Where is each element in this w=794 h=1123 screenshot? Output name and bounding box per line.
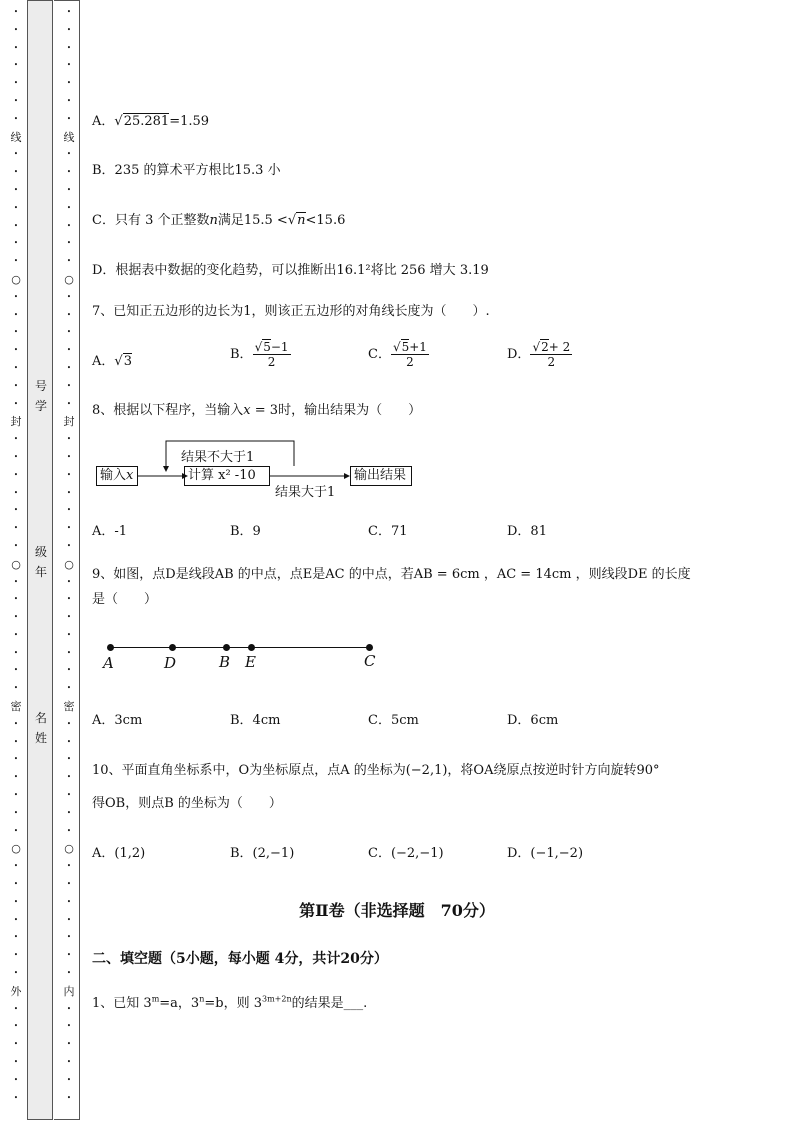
- dot: •: [66, 1022, 72, 1031]
- field-label-ji: 级: [34, 545, 47, 559]
- dot: •: [66, 541, 72, 550]
- point-b-dot: [223, 644, 230, 651]
- dot: •: [66, 470, 72, 479]
- dot: •: [13, 61, 19, 70]
- q7-option-b: B． $\frac{√5-1}{2}$: [230, 340, 289, 369]
- part2-title: 第Ⅱ卷（非选择题 70分）: [299, 901, 495, 920]
- dot: •: [66, 595, 72, 604]
- dot: •: [13, 292, 19, 301]
- dot: •: [66, 328, 72, 337]
- q6-c-post: <15.6: [305, 213, 346, 228]
- dot: •: [13, 755, 19, 764]
- dot: •: [13, 880, 19, 889]
- dot: •: [66, 435, 72, 444]
- dot: •: [66, 1058, 72, 1067]
- dot: •: [66, 488, 72, 497]
- dot: •: [66, 915, 72, 924]
- dot: •: [66, 185, 72, 194]
- dot: •: [66, 292, 72, 301]
- q6-c-radicand: n: [297, 213, 306, 228]
- q6-option-c: [92, 209, 345, 228]
- dot: •: [13, 452, 19, 461]
- q6-d-post: 将比 256 增大 3.19: [370, 263, 489, 278]
- dot: •: [13, 1022, 19, 1031]
- dot: •: [66, 719, 72, 728]
- dot: •: [66, 524, 72, 533]
- dot: •: [13, 541, 19, 550]
- dot: •: [66, 897, 72, 906]
- dot: •: [66, 613, 72, 622]
- q10-option-b: B．(2,−1): [230, 846, 295, 861]
- dot: •: [13, 1075, 19, 1084]
- dot: •: [66, 826, 72, 835]
- dot: •: [13, 808, 19, 817]
- dot: •: [66, 203, 72, 212]
- dot: •: [13, 381, 19, 390]
- left_labels-label: ○: [11, 557, 21, 571]
- dot: •: [66, 791, 72, 800]
- section2-heading: 二、填空题（5小题，每小题 4分，共计20分）: [92, 951, 388, 967]
- dot: •: [66, 648, 72, 657]
- q8-option-c: C．71: [368, 524, 408, 539]
- q8-option-a: A．-1: [92, 524, 128, 539]
- dot: •: [13, 435, 19, 444]
- dot: •: [13, 595, 19, 604]
- right_labels-label: ○: [64, 842, 74, 856]
- dot: •: [66, 61, 72, 70]
- flow-exit-label: 结果大于1: [275, 485, 336, 500]
- sqrt-symbol: √: [114, 354, 123, 369]
- dot: •: [13, 346, 19, 355]
- dot: •: [13, 1004, 19, 1013]
- q8-option-b: B．9: [230, 524, 261, 539]
- point-a-label: A: [103, 654, 114, 672]
- right-dot-column: [63, 4, 75, 1107]
- dot: •: [13, 185, 19, 194]
- dot: •: [66, 630, 72, 639]
- dot: •: [66, 737, 72, 746]
- dot: •: [13, 897, 19, 906]
- fraction: $\frac{√2+ 2}{2}$: [532, 340, 571, 369]
- dot: •: [13, 791, 19, 800]
- point-c-label: C: [364, 652, 376, 670]
- q9-option-d: D．6cm: [507, 713, 559, 728]
- q6-c-var: n: [209, 213, 218, 228]
- dot: •: [66, 1040, 72, 1049]
- field-label-xing: 姓: [34, 731, 47, 745]
- right_labels-label: 封: [63, 415, 75, 429]
- flow-calc-box: 计算 x² -10: [184, 466, 270, 486]
- q7-stem: 7、已知正五边形的边长为1，则该正五边形的对角线长度为（ ）.: [92, 304, 490, 319]
- dot: •: [66, 862, 72, 871]
- dot: •: [66, 399, 72, 408]
- sqrt-symbol: √: [114, 114, 123, 129]
- dot: •: [13, 96, 19, 105]
- left_labels-label: 线: [10, 130, 22, 144]
- dot: •: [13, 328, 19, 337]
- q9-option-b: B．4cm: [230, 713, 281, 728]
- sqrt-symbol: √: [287, 213, 297, 228]
- q9-option-a: A．3cm: [92, 713, 143, 728]
- q9-stem-line1: 9、如图，点D是线段AB 的中点，点E是AC 的中点，若AB = 6cm ，AC = 14cm ，则线段DE 的长度: [92, 567, 691, 582]
- right_labels-label: ○: [64, 557, 74, 571]
- dot: •: [66, 755, 72, 764]
- dot: •: [13, 1040, 19, 1049]
- dot: •: [13, 862, 19, 871]
- dot: •: [13, 951, 19, 960]
- left_labels-label: ○: [11, 272, 21, 286]
- q6-option-a: [92, 110, 209, 129]
- dot: •: [13, 363, 19, 372]
- dot: •: [66, 239, 72, 248]
- point-b-label: B: [219, 653, 231, 671]
- dot: •: [66, 96, 72, 105]
- q6-d-pre: D．根据表中数据的变化趋势，可以推断出: [92, 263, 337, 278]
- q10-option-a: A．(1,2): [92, 846, 146, 861]
- dot: •: [66, 114, 72, 123]
- dot: •: [13, 25, 19, 34]
- fraction: $\frac{√5+1}{2}$: [392, 340, 427, 369]
- dot: •: [13, 470, 19, 479]
- field-label-nian: 年: [34, 565, 47, 579]
- q9-stem-line2: 是（ ）: [92, 592, 158, 607]
- dot: •: [66, 969, 72, 978]
- q10-option-d: D．(−1,−2): [507, 846, 584, 861]
- dot: •: [66, 150, 72, 159]
- dot: •: [13, 310, 19, 319]
- fraction: $\frac{√5-1}{2}$: [254, 340, 289, 369]
- dot: •: [13, 114, 19, 123]
- q9-option-c: C．5cm: [368, 713, 419, 728]
- dot: •: [66, 257, 72, 266]
- dot: •: [66, 933, 72, 942]
- dot: •: [13, 737, 19, 746]
- dot: •: [13, 719, 19, 728]
- q10-stem-line1: 10、平面直角坐标系中，O为坐标原点，点A 的坐标为(−2,1)，将OA绕原点按逆时针方向旋转90°: [92, 763, 660, 778]
- flow-input-box: 输入x: [96, 466, 138, 486]
- dot: •: [66, 452, 72, 461]
- dot: •: [13, 399, 19, 408]
- left_labels-label: 密: [10, 700, 22, 714]
- dot: •: [13, 221, 19, 230]
- dot: •: [13, 168, 19, 177]
- dot: •: [13, 8, 19, 16]
- dot: •: [13, 257, 19, 266]
- right_labels-label: 内: [63, 984, 75, 998]
- flow-loop-label: 结果不大于1: [181, 450, 255, 465]
- dot: •: [66, 808, 72, 817]
- dot: •: [66, 168, 72, 177]
- dot: •: [66, 221, 72, 230]
- q7-option-c: C． $\frac{√5+1}{2}$: [368, 340, 427, 369]
- dot: •: [13, 524, 19, 533]
- dot: •: [13, 577, 19, 586]
- dot: •: [66, 1004, 72, 1013]
- dot: •: [66, 79, 72, 88]
- q7-option-d: D． $\frac{√2+ 2}{2}$: [507, 340, 571, 369]
- dot: •: [66, 773, 72, 782]
- dot: •: [66, 684, 72, 693]
- flow-arrows: [90, 436, 420, 496]
- q10-stem-line2: 得OB，则点B 的坐标为（ ）: [92, 796, 282, 811]
- dot: •: [66, 880, 72, 889]
- q8-stem: 8、根据以下程序，当输入x = 3时，输出结果为（ ）: [92, 403, 422, 418]
- dot: •: [13, 915, 19, 924]
- q10-option-c: C．(−2,−1): [368, 846, 444, 861]
- field-label-hao: 号: [34, 379, 47, 393]
- dot: •: [13, 933, 19, 942]
- dot: •: [13, 773, 19, 782]
- point-a-dot: [107, 644, 114, 651]
- dot: •: [66, 506, 72, 515]
- dot: •: [13, 613, 19, 622]
- flow-output-box: 输出结果: [350, 466, 412, 486]
- dot: •: [66, 310, 72, 319]
- q6-option-d: [92, 259, 489, 278]
- dot: •: [66, 363, 72, 372]
- dot: •: [66, 8, 72, 16]
- point-e-label: E: [245, 653, 256, 671]
- dot: •: [13, 826, 19, 835]
- q8-option-d: D．81: [507, 524, 547, 539]
- dot: •: [13, 1058, 19, 1067]
- dot: •: [13, 684, 19, 693]
- q6-c-pre: C．只有 3 个正整数: [92, 213, 210, 228]
- dot: •: [13, 1093, 19, 1102]
- dot: •: [66, 951, 72, 960]
- point-c-dot: [366, 644, 373, 651]
- dot: •: [66, 666, 72, 675]
- dot: •: [66, 346, 72, 355]
- q6-a-label: A．: [92, 114, 115, 129]
- dot: •: [13, 239, 19, 248]
- field-label-xue: 学: [34, 399, 47, 413]
- right_labels-label: ○: [64, 272, 74, 286]
- dot: •: [13, 488, 19, 497]
- left-dot-column: [10, 4, 22, 1107]
- field-label-ming: 名: [34, 711, 47, 725]
- dot: •: [13, 506, 19, 515]
- dot: •: [66, 1093, 72, 1102]
- dot: •: [13, 79, 19, 88]
- dot: •: [13, 630, 19, 639]
- q6-d-exp: 16.1²: [336, 263, 371, 278]
- q7-option-a: A．√3: [92, 354, 132, 369]
- left_labels-label: ○: [11, 842, 21, 856]
- q6-option-b: B．235 的算术平方根比15.3 小: [92, 163, 281, 178]
- fill-q1: 1、已知 $3^m=a$，$3^n=b$，则 $3^{3m+2n}$的结果是___.: [92, 994, 368, 1011]
- right_labels-label: 密: [63, 700, 75, 714]
- q6-c-mid: 满足15.5 <: [217, 213, 288, 228]
- dot: •: [66, 25, 72, 34]
- dot: •: [13, 203, 19, 212]
- dot: •: [13, 969, 19, 978]
- q9-segment: [110, 647, 370, 648]
- dot: •: [13, 666, 19, 675]
- dot: •: [13, 150, 19, 159]
- q6-a-radicand: 25.281: [123, 114, 170, 129]
- point-e-dot: [248, 644, 255, 651]
- dot: •: [13, 43, 19, 52]
- dot: •: [66, 43, 72, 52]
- point-d-label: D: [164, 654, 177, 672]
- point-d-dot: [169, 644, 176, 651]
- dot: •: [66, 381, 72, 390]
- dot: •: [66, 1075, 72, 1084]
- left_labels-label: 封: [10, 415, 22, 429]
- q6-a-rest: =1.59: [169, 114, 210, 129]
- left_labels-label: 外: [10, 984, 22, 998]
- right_labels-label: 线: [63, 130, 75, 144]
- dot: •: [66, 577, 72, 586]
- dot: •: [13, 648, 19, 657]
